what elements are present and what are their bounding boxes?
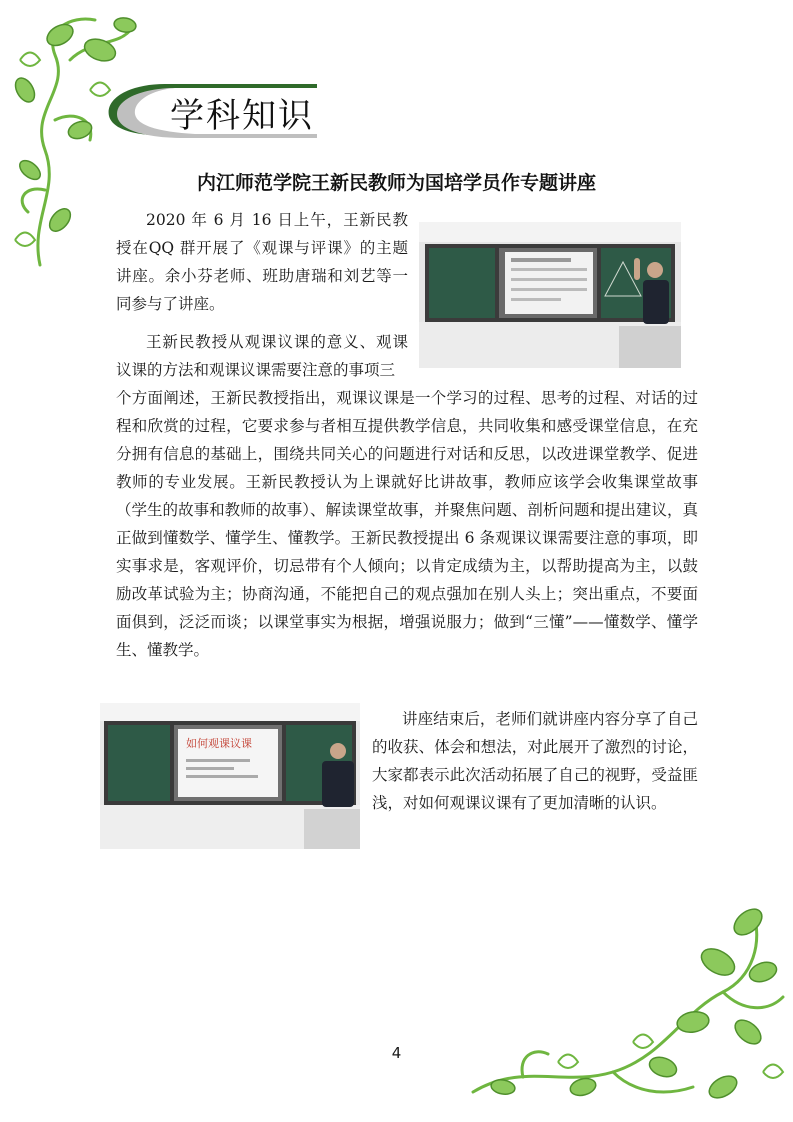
vine-decoration-bottom-right xyxy=(463,892,793,1122)
slide-title: 如何观课议课 xyxy=(186,737,252,750)
article-title: 内江师范学院王新民教师为国培学员作专题讲座 xyxy=(196,172,596,194)
lecture-photo-2 xyxy=(100,703,360,849)
paragraph-main-top: 王新民教授从观课议课的意义、观课议课的方法和观课议课需要注意的事项三 xyxy=(116,333,408,379)
section-title: 学科知识 xyxy=(170,96,314,136)
paragraph-intro: 2020 年 6 月 16 日上午，王新民教授在QQ 群开展了《观课与评课》的主题讲座。余小芬老师、班助唐瑞和刘艺等一同参与了讲座。 xyxy=(116,211,408,313)
page-number: 4 xyxy=(391,1044,402,1062)
paragraph-main: 个方面阐述，王新民教授指出，观课议课是一个学习的过程、思考的过程、对话的过程和欣赏的过程，它要求参与者相互提供教学信息，共同收集和感受课堂信息，在充分拥有信息的基础上，围绕共同关心的问题进行对话和反思，以改进课堂教学、促进教师的专业发展。王新民教授认为上课就好比讲故事，教师应该学会收集课堂故事（学生的故事和教师的故事）、解读课堂故事，并聚焦问题、剖析问题和提出建议，真正做到懂数学、懂学生、懂教学。王新民教授提出 6 条观课议课需要注意的事项，即实事求是，客观评价，切忌带有个人倾向；以肯定成绩为主，以帮助提高为主，以鼓励改革试验为主；协商沟通，不能把自己的观点强加在别人头上；突出重点，不要面面俱到，泛泛而谈；以课堂事实为根据，增强说服力；做到“三懂”——懂数学、懂学生、懂教学。 xyxy=(116,389,698,659)
paragraph-conclusion: 讲座结束后，老师们就讲座内容分享了自己的收获、体会和想法，对此展开了激烈的讨论，大家都表示此次活动拓展了自己的视野，受益匪浅，对如何观课议课有了更加清晰的认识。 xyxy=(372,710,698,812)
lecture-photo-1 xyxy=(419,222,681,368)
